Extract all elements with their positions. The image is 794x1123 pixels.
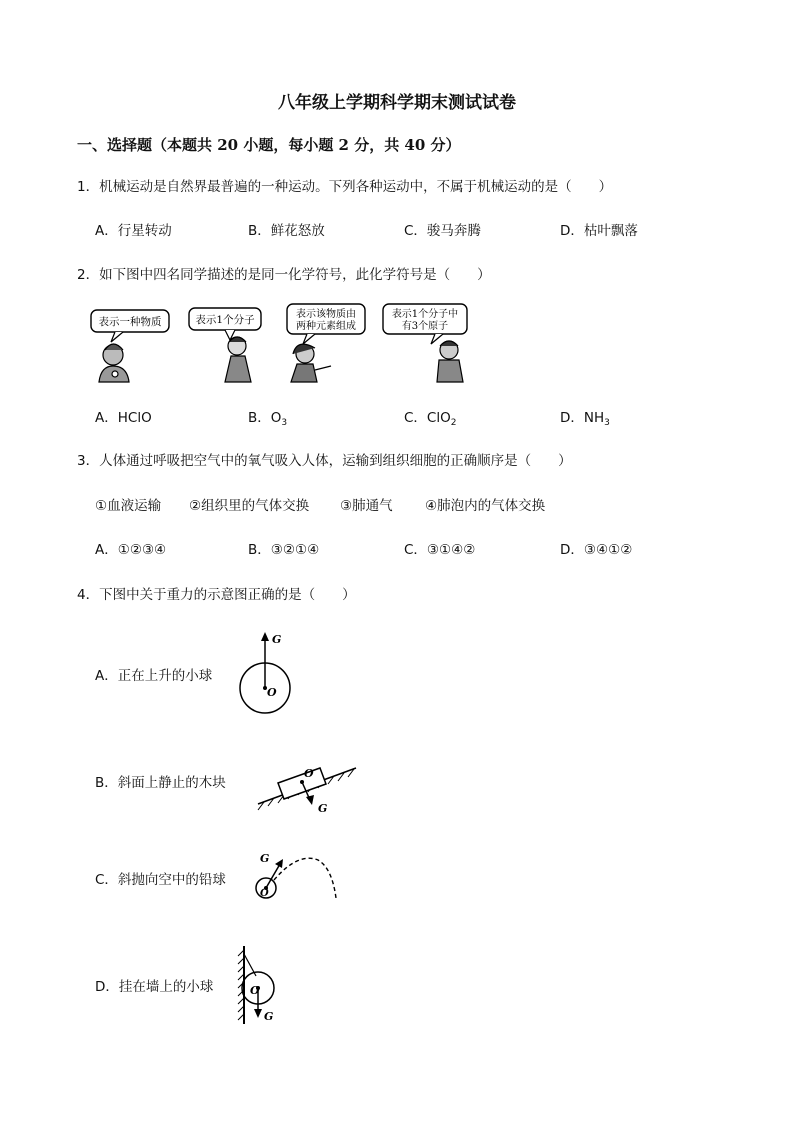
q3-item-4: ④肺泡内的气体交换	[425, 498, 546, 514]
label-g: G	[272, 633, 282, 646]
section-header: 一、选择题（本题共 20 小题，每小题 2 分，共 40 分）	[77, 136, 461, 154]
speech-bubble-2	[189, 308, 261, 340]
q1-option-a[interactable]: A．行星转动	[95, 223, 172, 239]
q1-option-c[interactable]: C．骏马奔腾	[404, 223, 481, 239]
student-figure-2	[225, 337, 251, 382]
q4-figure-b	[252, 752, 362, 822]
q1-option-d[interactable]: D．枯叶飘落	[560, 223, 638, 239]
q2-option-c[interactable]	[404, 406, 456, 428]
question-1-stem: 1．机械运动是自然界最普遍的一种运动。下列各种运动中，不属于机械运动的是（ ）	[77, 179, 613, 195]
q3-item-1: ①血液运输	[95, 498, 162, 514]
speech-bubble-1	[91, 310, 169, 342]
q3-item-2: ②组织里的气体交换	[189, 498, 310, 514]
q4-option-c[interactable]: C．斜抛向空中的铅球	[95, 872, 226, 888]
q4-option-d[interactable]: D．挂在墙上的小球	[95, 979, 214, 995]
q2-option-d-text: D．NH	[560, 410, 605, 426]
label-g: G	[260, 852, 270, 865]
q4-figure-c	[246, 848, 346, 908]
bubble-text-1: 表示一种物质	[98, 316, 162, 328]
q3-option-d[interactable]: D．③④①②	[560, 542, 633, 558]
q2-figure	[85, 300, 485, 390]
q2-option-b-text: B．O	[248, 410, 282, 426]
student-figure-4	[437, 341, 463, 382]
q3-item-3: ③肺通气	[340, 498, 393, 514]
q2-option-d-sub: 3	[604, 418, 610, 428]
q2-option-c-text: C．ClO	[404, 410, 451, 426]
q1-option-b[interactable]: B．鲜花怒放	[248, 223, 325, 239]
q2-option-d[interactable]	[560, 406, 610, 428]
q4-figure-a	[230, 628, 300, 718]
q2-option-a[interactable]: A．HClO	[95, 410, 152, 426]
q3-option-c[interactable]: C．③①④②	[404, 542, 476, 558]
q3-option-b[interactable]: B．③②①④	[248, 542, 320, 558]
bubble-text-2: 表示1个分子	[195, 314, 255, 326]
label-g: G	[318, 802, 328, 815]
label-o: O	[304, 767, 314, 780]
label-o: O	[260, 888, 269, 899]
label-o: O	[250, 984, 260, 997]
q4-figure-d	[234, 942, 294, 1028]
question-2-stem: 2．如下图中四名同学描述的是同一化学符号，此化学符号是（ ）	[77, 267, 491, 283]
bubble-text-3b: 两种元素组成	[296, 321, 356, 332]
bubble-text-4a: 表示1个分子中	[391, 309, 459, 320]
q3-option-a[interactable]: A．①②③④	[95, 542, 167, 558]
page-title: 八年级上学期科学期末测试试卷	[278, 93, 516, 113]
question-4-stem: 4．下图中关于重力的示意图正确的是（ ）	[77, 587, 356, 603]
speech-bubble-4	[383, 304, 467, 344]
student-figure-3	[291, 344, 331, 382]
speech-bubble-3	[287, 304, 365, 344]
q2-option-b[interactable]	[248, 406, 287, 428]
student-figure-1	[99, 344, 129, 382]
question-3-stem: 3．人体通过呼吸把空气中的氧气吸入人体，运输到组织细胞的正确顺序是（ ）	[77, 453, 572, 469]
q4-option-a[interactable]: A．正在上升的小球	[95, 668, 213, 684]
q2-option-c-sub: 2	[450, 418, 457, 428]
q4-option-b[interactable]: B．斜面上静止的木块	[95, 775, 226, 791]
q2-option-b-sub: 3	[281, 418, 288, 428]
bubble-text-3a: 表示该物质由	[296, 309, 356, 320]
bubble-text-4b: 有3个原子	[401, 321, 449, 332]
label-g: G	[264, 1010, 274, 1023]
label-o: O	[267, 686, 277, 699]
